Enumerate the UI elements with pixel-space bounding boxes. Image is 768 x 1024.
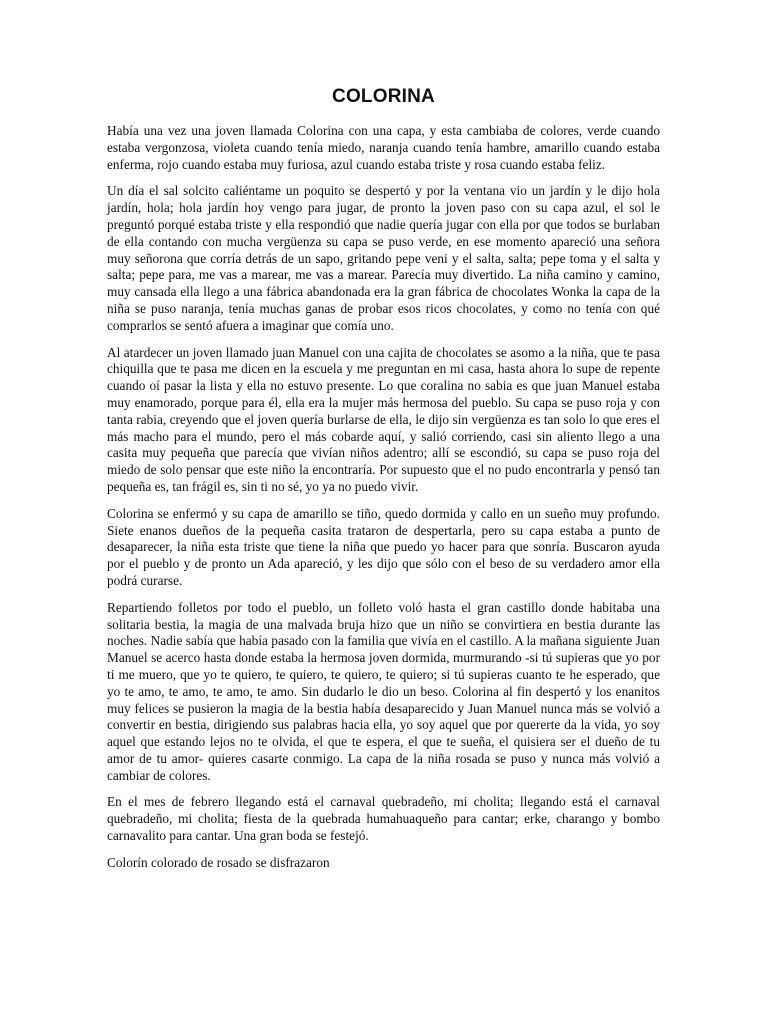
paragraph-1: Había una vez una joven llamada Colorina con una capa, y esta cambiaba de colores, verde cuando estaba vergonzosa, violeta cuando tenía miedo, naranja cuando tenía hambre, amarillo cuando estaba enferma, rojo cuando estaba muy furiosa, azul cuando estaba triste y rosa cuando estaba feliz. (107, 123, 660, 172)
closing-line: Colorín colorado de rosado se disfrazaron (107, 854, 330, 870)
document-title: COLORINA (332, 86, 435, 107)
paragraph-5: Repartiendo folletos por todo el pueblo, un folleto voló hasta el gran castillo donde habitaba una solitaria bestia, la magia de una malvada bruja hizo que un niño se convirtiera en bestia durante las noches. Nadie sabía que había pasado con la familia que vivía en el castillo. A la mañana siguiente Juan Manuel se acerco hasta donde estaba la hermosa joven dormida, murmurando -si tú supieras que yo por ti me muero, que yo te quiero, te quiero, te quiero, te quiero; si tú supieras cuanto te he esperado, que yo te amo, te amo, te amo, te amo. Sin dudarlo le dio un beso. Colorina al fin despertó y los enanitos muy felices se pusieron la magia de la bestia había desaparecido y Juan Manuel nunca más se volvió a convertir en bestia, dirigiendo sus palabras hacia ella, yo soy aquel que por quererte da la vida, yo soy aquel que estando lejos no te olvida, el que te espera, el que te sueña, el quisiera ser el dueño de tu amor de tu amor- quieres casarte conmigo. La capa de la niña rosada se puso y nunca más volvió a cambiar de colores. (107, 599, 660, 783)
paragraph-6: En el mes de febrero llegando está el carnaval quebradeño, mi cholita; llegando está el carnaval quebradeño, mi cholita; fiesta de la quebrada humahuaqueño para cantar; erke, charango y bombo carnavalito para cantar. Una gran boda se festejó. (107, 794, 660, 844)
paragraph-2: Un día el sal solcito caliéntame un poquito se despertó y por la ventana vio un jardín y le dijo hola jardín, hola; hola jardín hoy vengo para jugar, de pronto la joven paso con su capa azul, el sol le preguntó porqué estaba triste y ella respondió que nadie quería jugar con ella por que todos se burlaban de ella contando con mucha vergüenza su capa se puso verde, en ese momento apareció una señora muy señorona que corría detrás de un sapo, gritando pepe veni y el salta, salta; pepe toma y el salta y salta; pepe para, me vas a marear, me vas a marear. Parecía muy divertido. La niña camino y camino, muy cansada ella llego a una fábrica abandonada era la gran fábrica de chocolates Wonka la capa de la niña se puso naranja, tenía muchas ganas de probar esos ricos chocolates, y como no tenía con qué comprarlos se sentó afuera a imaginar que comía uno. (107, 183, 660, 333)
paragraph-3: Al atardecer un joven llamado juan Manuel con una cajita de chocolates se asomo a la niña, que te pasa chiquilla que te pasa me dicen en la escuela y me preguntan en mi casa, hasta ahora lo supe de repente cuando oí pasar la lista y ella no estuvo presente. Lo que coralina no sabia es que juan Manuel estaba muy enamorado, porque para él, ella era la mujer más hermosa del pueblo. Su capa se puso roja y con tanta rabia, creyendo que el joven quería burlarse de ella, le dijo sin vergüenza es tan solo lo que eres el más macho para el mundo, pero el más cobarde aquí, y salió corriendo, casi sin aliento llego a una casita muy pequeña que parecía que vivían niños adentro; allí se escondió, su capa se puso roja del miedo de solo pensar que este niño la encontraría. Por supuesto que el no pudo encontrarla y pensó tan pequeña es, tan frágil es, sin ti no sé, yo ya no puedo vivir. (107, 344, 660, 494)
paragraph-4: Colorina se enfermó y su capa de amarillo se tiño, quedo dormida y callo en un sueño muy profundo. Siete enanos dueños de la pequeña casita trataron de despertarla, pero su capa estaba a punto de desaparecer, la niña esta triste que tiene la niña que puedo yo hacer para que sonría. Buscaron ayuda por el pueblo y de pronto un Ada apareció, y les dijo que sólo con el beso de su verdadero amor ella podrá curarse. (107, 505, 660, 588)
